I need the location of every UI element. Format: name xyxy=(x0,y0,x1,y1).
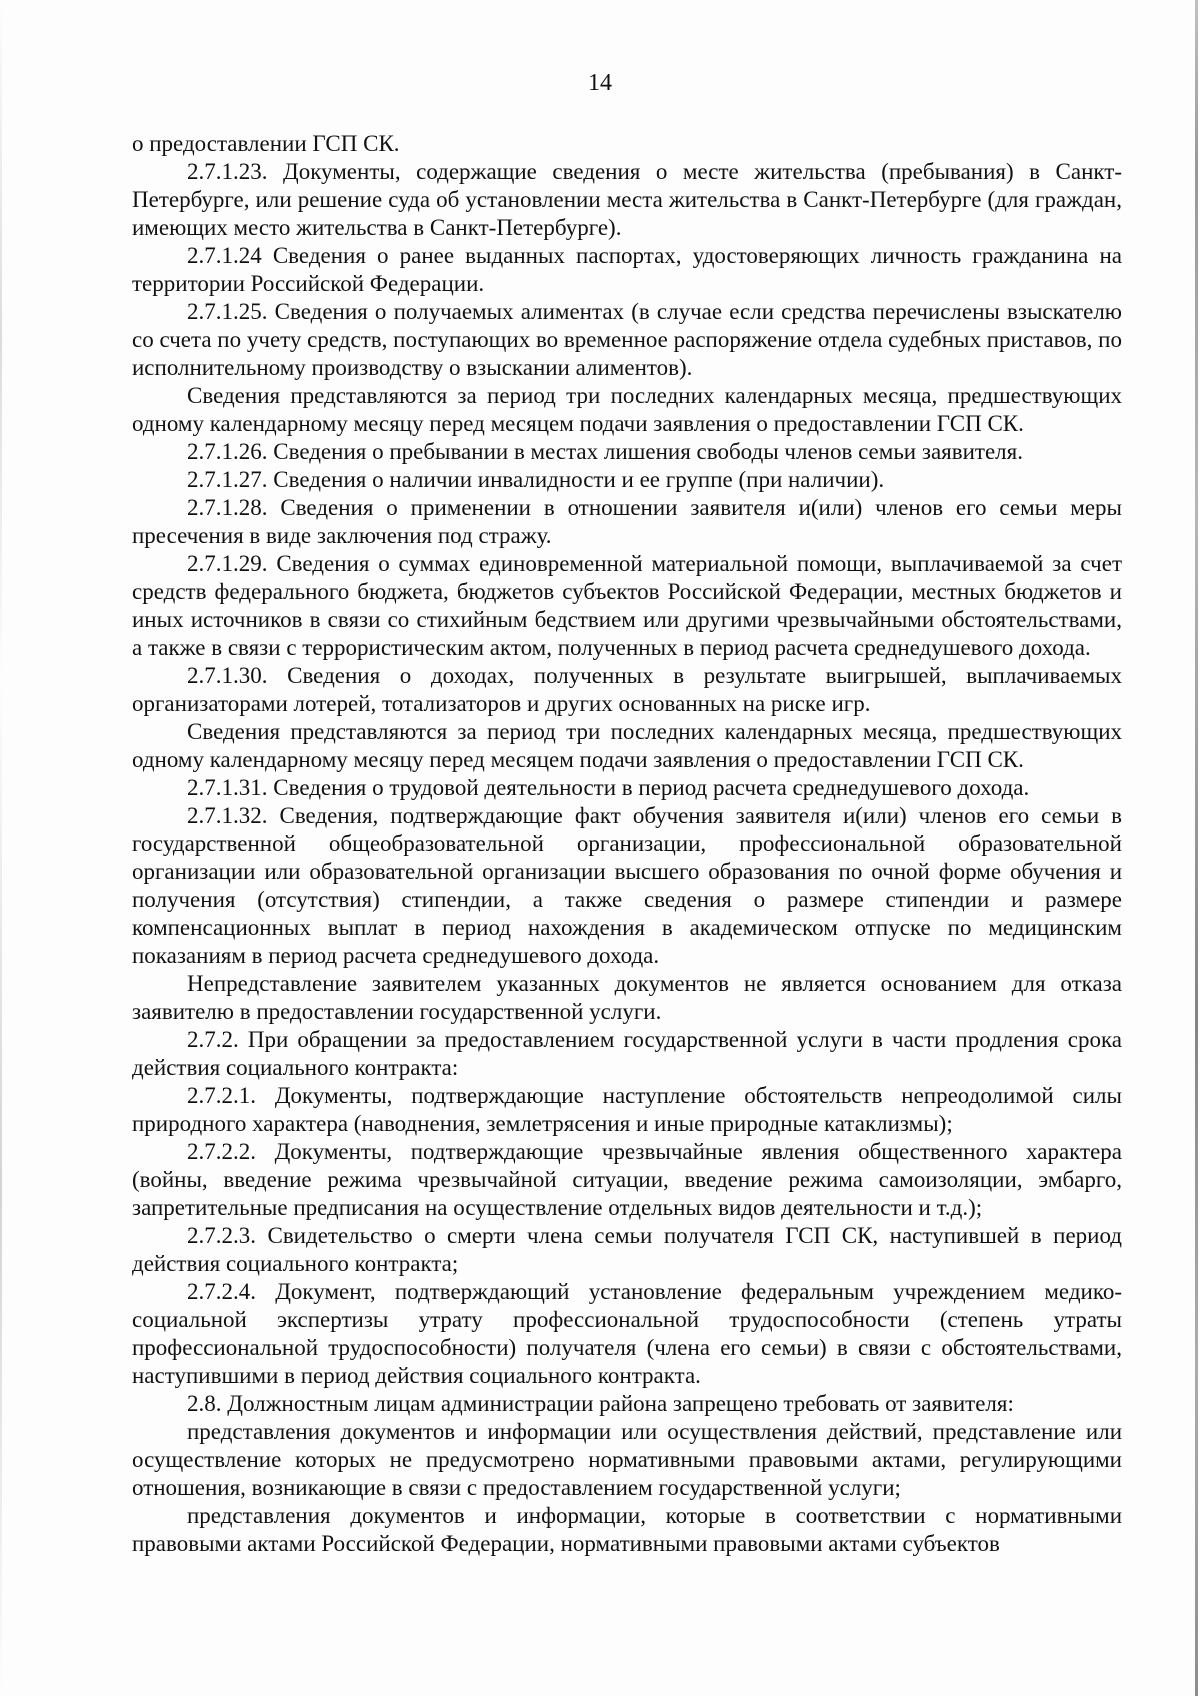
paragraph: о предоставлении ГСП СК. xyxy=(132,131,400,156)
paragraph: представления документов и информации, которые в соответствии с нормативными правовыми актами Российской Федерации, нормативными правовыми актами субъектов xyxy=(132,1503,1122,1556)
paragraph: 2.7.1.23. Документы, содержащие сведения о месте жительства (пребывания) в Санкт-Петербурге, или решение суда об установлении места жительства в Санкт-Петербурге (для граждан, имеющих место жительства в Санкт-Петербурге). xyxy=(132,159,1122,240)
paragraph: Сведения представляются за период три последних календарных месяца, предшествующих одному календарному месяцу перед месяцем подачи заявления о предоставлении ГСП СК. xyxy=(132,719,1122,772)
paragraph: 2.8. Должностным лицам администрации района запрещено требовать от заявителя: xyxy=(187,1391,1014,1416)
paragraph: 2.7.1.32. Сведения, подтверждающие факт обучения заявителя и(или) членов его семьи в государственной общеобразовательной организации, профессиональной образовательной организации или образовательной организации высшего образования по очной форме обучения и получения (отсутствия) стипендии, а также сведения о размере стипендии и размере компенсационных выплат в период нахождения в академическом отпуске по медицинским показаниям в период расчета среднедушевого дохода. xyxy=(132,803,1122,968)
paragraph: 2.7.2.1. Документы, подтверждающие наступление обстоятельств непреодолимой силы природного характера (наводнения, землетрясения и иные природные катаклизмы); xyxy=(132,1083,1122,1136)
scan-edge-right xyxy=(1195,0,1198,1696)
paragraph: 2.7.2.4. Документ, подтверждающий установление федеральным учреждением медико-социальной экспертизы утрату профессиональной трудоспособности (степень утраты профессиональной трудоспособности) получателя (члена его семьи) в связи с обстоятельствами, наступившими в период действия социального контракта. xyxy=(132,1279,1122,1388)
paragraph: Непредставление заявителем указанных документов не является основанием для отказа заявителю в предоставлении государственной услуги. xyxy=(132,971,1122,1024)
paragraph: 2.7.2.3. Свидетельство о смерти члена семьи получателя ГСП СК, наступившей в период действия социального контракта; xyxy=(132,1223,1122,1276)
paragraph: 2.7.1.25. Сведения о получаемых алиментах (в случае если средства перечислены взыскателю со счета по учету средств, поступающих во временное распоряжение отдела судебных приставов, по исполнительному производству о взыскании алиментов). xyxy=(132,299,1122,380)
paragraph: 2.7.2.2. Документы, подтверждающие чрезвычайные явления общественного характера (войны, введение режима чрезвычайной ситуации, введение режима самоизоляции, эмбарго, запретительные предписания на осуществление отдельных видов деятельности и т.д.); xyxy=(132,1139,1122,1220)
paragraph: 2.7.1.30. Сведения о доходах, полученных в результате выигрышей, выплачиваемых организаторами лотерей, тотализаторов и других основанных на риске игр. xyxy=(132,663,1122,716)
paragraph: Сведения представляются за период три последних календарных месяца, предшествующих одному календарному месяцу перед месяцем подачи заявления о предоставлении ГСП СК. xyxy=(132,383,1122,436)
page-number: 14 xyxy=(588,70,612,96)
paragraph: 2.7.1.31. Сведения о трудовой деятельности в период расчета среднедушевого дохода. xyxy=(187,775,1030,800)
paragraph: 2.7.1.24 Сведения о ранее выданных паспортах, удостоверяющих личность гражданина на территории Российской Федерации. xyxy=(132,243,1122,296)
paragraph: 2.7.1.28. Сведения о применении в отношении заявителя и(или) членов его семьи меры пресечения в виде заключения под стражу. xyxy=(132,495,1122,548)
paragraph: 2.7.1.26. Сведения о пребывании в местах лишения свободы членов семьи заявителя. xyxy=(187,439,1023,464)
paragraph: представления документов и информации или осуществления действий, представление или осуществление которых не предусмотрено нормативными правовыми актами, регулирующими отношения, возникающие в связи с предоставлением государственной услуги; xyxy=(132,1419,1122,1500)
paragraph: 2.7.2. При обращении за предоставлением государственной услуги в части продления срока действия социального контракта: xyxy=(132,1027,1122,1080)
paragraph: 2.7.1.27. Сведения о наличии инвалидности и ее группе (при наличии). xyxy=(187,467,885,492)
paragraph: 2.7.1.29. Сведения о суммах единовременной материальной помощи, выплачиваемой за счет средств федерального бюджета, бюджетов субъектов Российской Федерации, местных бюджетов и иных источников в связи со стихийным бедствием или другими чрезвычайными обстоятельствами, а также в связи с террористическим актом, полученных в период расчета среднедушевого дохода. xyxy=(132,551,1122,660)
scan-edge-left xyxy=(0,0,2,1696)
document-body xyxy=(132,130,1122,1558)
